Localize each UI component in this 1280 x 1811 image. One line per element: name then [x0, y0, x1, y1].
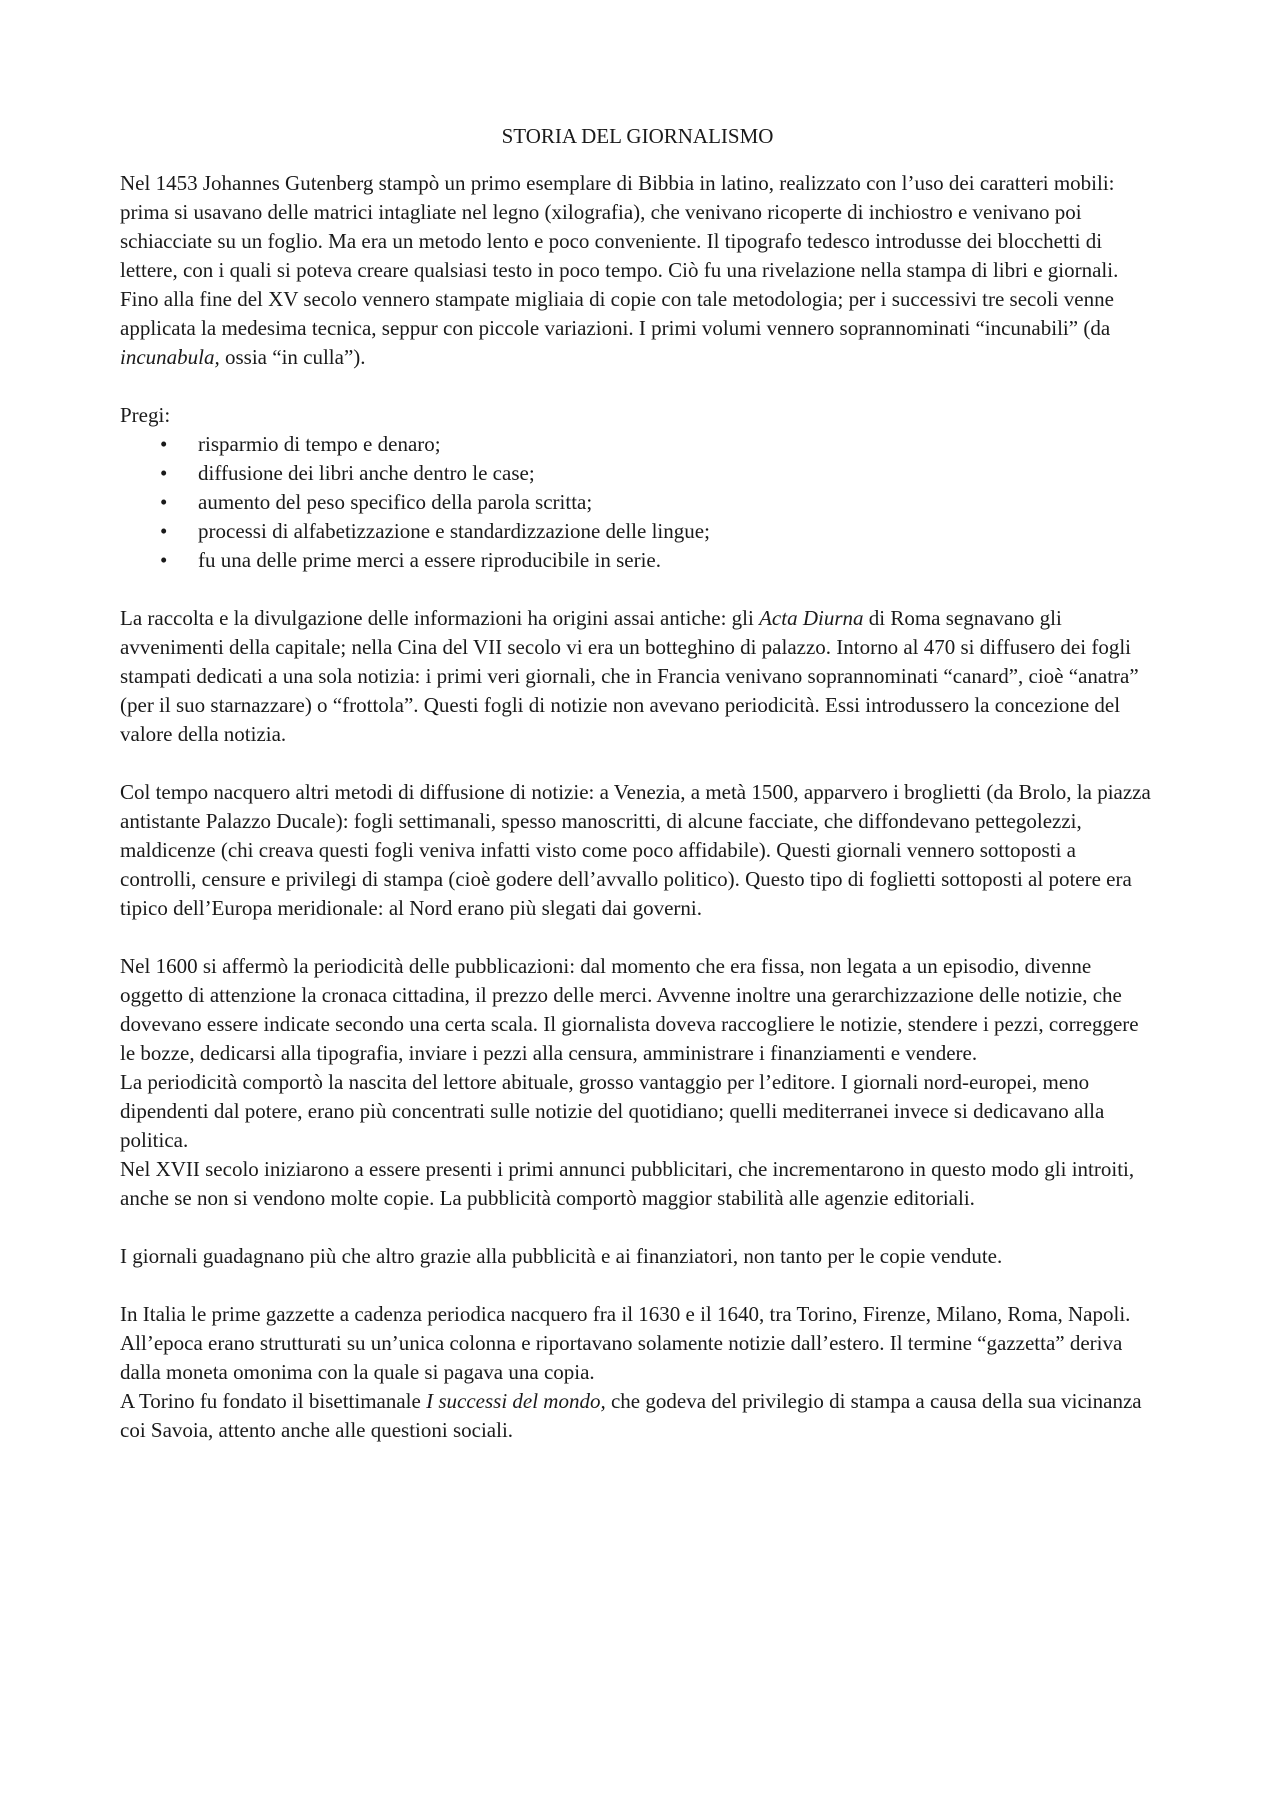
- paragraph-acta-text-b: di Roma segnavano gli avvenimenti della capitale; nella Cina del VII secolo vi era un botteghino di palazzo. Intorno al 470 si diffusero dei fogli stampati dedicati a una sola notizia: i primi veri giornali, che in Francia venivano soprannominati “canard”, cioè “anatra” (per il suo starnazzare) o “frottola”. Questi fogli di notizie non avevano periodicità. Essi introdussero la concezione del valore della notizia.: [120, 606, 1139, 746]
- paragraph-torino-text-b: che godeva del privilegio di stampa a causa della sua vicinanza coi Savoia, attento anche alle questioni sociali.: [120, 1389, 1142, 1442]
- paragraph-incunabili-text-b: ossia “in culla”).: [219, 345, 366, 369]
- paragraph-acta-diurna: [120, 604, 1155, 749]
- blank-line: [120, 575, 1155, 604]
- paragraph-torino: [120, 1387, 1155, 1445]
- pregi-label: Pregi:: [120, 403, 171, 427]
- list-item: • diffusione dei libri anche dentro le case;: [160, 459, 1155, 488]
- document-title: STORIA DEL GIORNALISMO: [501, 124, 774, 148]
- blank-line: [120, 1271, 1155, 1300]
- paragraph-acta-italic: Acta Diurna: [759, 606, 864, 630]
- pregi-list: [120, 430, 1155, 575]
- blank-line: [120, 749, 1155, 778]
- paragraph-incunabili-italic: incunabula,: [120, 345, 220, 369]
- document-page: [120, 122, 1155, 1445]
- blank-line: [120, 372, 1155, 401]
- blank-line: [120, 1213, 1155, 1242]
- paragraph-periodicita: Nel 1600 si affermò la periodicità delle pubblicazioni: dal momento che era fissa, non legata a un episodio, divenne oggetto di attenzione la cronaca cittadina, il prezzo delle merci. Avvenne inoltre una gerarchizzazione delle notizie, che dovevano essere indicate secondo una certa scala. Il giornalista doveva raccogliere le notizie, stendere i pezzi, correggere le bozze, dedicarsi alla tipografia, inviare i pezzi alla censura, amministrare i finanziamenti e vendere.: [120, 954, 1139, 1065]
- paragraph-gutenberg: Nel 1453 Johannes Gutenberg stampò un primo esemplare di Bibbia in latino, realizzato con l’uso dei caratteri mobili: prima si usavano delle matrici intagliate nel legno (xilografia), che venivano ricoperte di inchiostro e venivano poi schiacciate su un foglio. Ma era un metodo lento e poco conveniente. Il tipografo tedesco introdusse dei blocchetti di lettere, con i quali si poteva creare qualsiasi testo in poco tempo. Ciò fu una rivelazione nella stampa di libri e giornali.: [120, 171, 1119, 282]
- list-item: • processi di alfabetizzazione e standardizzazione delle lingue;: [160, 517, 1155, 546]
- paragraph-guadagni: I giornali guadagnano più che altro grazie alla pubblicità e ai finanziatori, non tanto per le copie vendute.: [120, 1244, 1003, 1268]
- blank-line: [120, 923, 1155, 952]
- paragraph-incunabili-text-a: Fino alla fine del XV secolo vennero stampate migliaia di copie con tale metodologia; per i successivi tre secoli venne applicata la medesima tecnica, seppur con piccole variazioni. I primi volumi vennero soprannominati “incunabili” (da: [120, 287, 1114, 340]
- list-item: • risparmio di tempo e denaro;: [160, 430, 1155, 459]
- list-item: • fu una delle prime merci a essere riproducibile in serie.: [160, 546, 1155, 575]
- paragraph-acta-text-a: La raccolta e la divulgazione delle informazioni ha origini assai antiche: gli: [120, 606, 760, 630]
- paragraph-gazzette: In Italia le prime gazzette a cadenza periodica nacquero fra il 1630 e il 1640, tra Torino, Firenze, Milano, Roma, Napoli. All’epoca erano strutturati su un’unica colonna e riportavano solamente notizie dall’estero. Il termine “gazzetta” deriva dalla moneta omonima con la quale si pagava una copia.: [120, 1302, 1131, 1384]
- list-item: • aumento del peso specifico della parola scritta;: [160, 488, 1155, 517]
- paragraph-lettore-abituale: La periodicità comportò la nascita del lettore abituale, grosso vantaggio per l’editore. I giornali nord-europei, meno dipendenti dal potere, erano più concentrati sulle notizie del quotidiano; quelli mediterranei invece si dedicavano alla politica.: [120, 1070, 1105, 1152]
- paragraph-torino-italic: I successi del mondo,: [426, 1389, 606, 1413]
- paragraph-annunci: Nel XVII secolo iniziarono a essere presenti i primi annunci pubblicitari, che incrementarono in questo modo gli introiti, anche se non si vendono molte copie. La pubblicità comportò maggior stabilità alle agenzie editoriali.: [120, 1157, 1135, 1210]
- paragraph-broglietti: Col tempo nacquero altri metodi di diffusione di notizie: a Venezia, a metà 1500, apparvero i broglietti (da Brolo, la piazza antistante Palazzo Ducale): fogli settimanali, spesso manoscritti, di alcune facciate, che diffondevano pettegolezzi, maldicenze (chi creava questi fogli veniva infatti visto come poco affidabile). Questi giornali vennero sottoposti a controlli, censure e privilegi di stampa (cioè godere dell’avvallo politico). Questo tipo di foglietti sottoposti al potere era tipico dell’Europa meridionale: al Nord erano più slegati dai governi.: [120, 780, 1151, 920]
- paragraph-incunabili: [120, 285, 1155, 372]
- paragraph-torino-text-a: A Torino fu fondato il bisettimanale: [120, 1389, 427, 1413]
